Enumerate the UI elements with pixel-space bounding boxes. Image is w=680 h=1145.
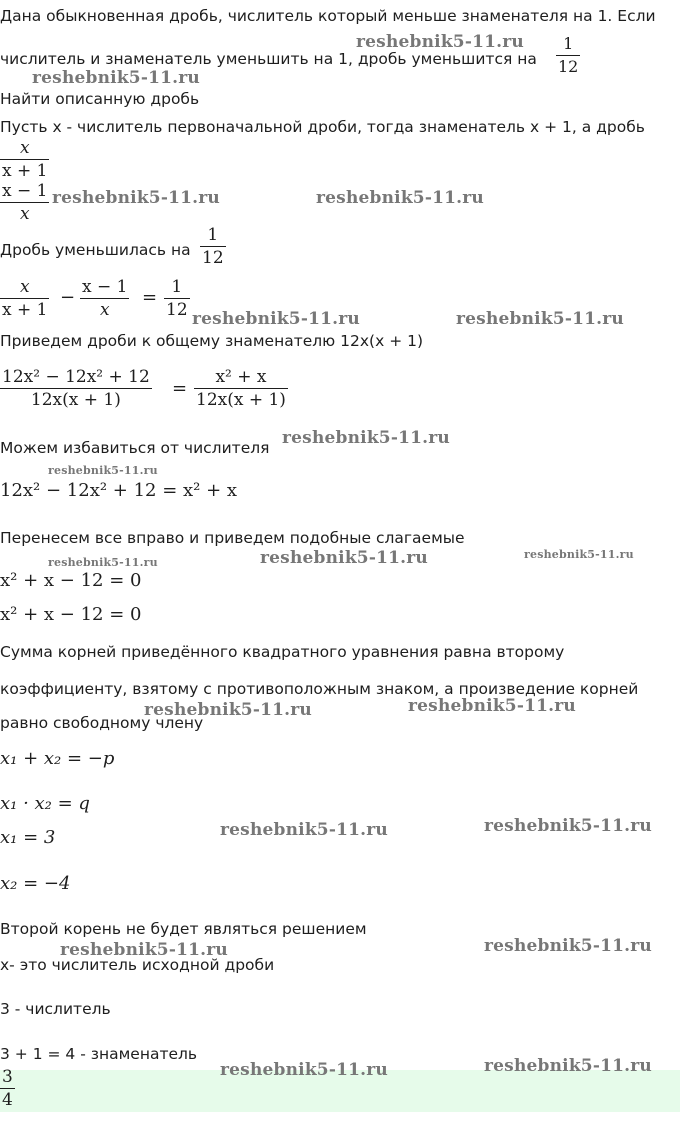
sum-of-roots: x₁ + x₂ = −p — [0, 748, 115, 769]
eq1-equals: = — [142, 287, 158, 308]
decreased-fraction-numerator: 1 — [207, 225, 219, 245]
fraction-reduced-denominator: x — [0, 202, 49, 225]
root-1: x₁ = 3 — [0, 827, 56, 848]
watermark: reshebnik5-11.ru — [484, 816, 652, 836]
watermark: reshebnik5-11.ru — [32, 68, 200, 88]
decreased-fraction — [200, 224, 226, 269]
product-of-roots: x₁ · x₂ = q — [0, 793, 90, 814]
fraction-reduced — [0, 180, 49, 225]
not-solution-text: Второй корень не будет являться решением — [0, 920, 367, 938]
eq1-minus: − — [60, 287, 76, 308]
watermark: reshebnik5-11.ru — [144, 700, 312, 720]
answer-denominator: 4 — [2, 1090, 13, 1110]
eq1-fraction-b — [80, 276, 129, 321]
watermark: reshebnik5-11.ru — [192, 309, 360, 329]
watermark: reshebnik5-11.ru — [48, 556, 158, 569]
denominator-text: 3 + 1 = 4 - знаменатель — [0, 1045, 198, 1063]
eq1-fraction-c-denominator: 12 — [166, 300, 188, 320]
eq1-fraction-b-numerator: x − 1 — [82, 277, 128, 297]
answer-fraction — [0, 1066, 15, 1111]
watermark: reshebnik5-11.ru — [60, 940, 228, 960]
eq2-equals: = — [172, 378, 188, 399]
equation-4: x² + x − 12 = 0 — [0, 570, 142, 591]
eq2-right-fraction — [194, 366, 288, 411]
watermark: reshebnik5-11.ru — [48, 464, 158, 477]
equation-5: x² + x − 12 = 0 — [0, 604, 142, 625]
problem-fraction-numerator: 1 — [563, 34, 574, 53]
fraction-original-numerator: x — [19, 138, 30, 158]
watermark: reshebnik5-11.ru — [260, 548, 428, 568]
watermark: reshebnik5-11.ru — [524, 548, 634, 561]
fraction-original — [0, 137, 49, 182]
eq1-fraction-a-numerator: x — [19, 277, 30, 297]
watermark: reshebnik5-11.ru — [456, 309, 624, 329]
problem-fraction-denominator: 12 — [558, 57, 579, 76]
x-is-numerator-text: x- это числитель исходной дроби — [0, 956, 275, 974]
eq2-right-numerator: x² + x — [215, 367, 267, 387]
eq1-fraction-c-numerator: 1 — [171, 277, 183, 297]
eq1-fraction-a — [0, 276, 49, 321]
decreased-fraction-denominator: 12 — [202, 248, 224, 268]
eq1-fraction-c — [164, 276, 190, 321]
vieta-line-2: коэффициенту, взятому с противоположным знаком, а произведение корней — [0, 680, 639, 698]
watermark: reshebnik5-11.ru — [408, 696, 576, 716]
fraction-reduced-numerator: x − 1 — [2, 181, 48, 201]
decreased-text: Дробь уменьшилась на — [0, 241, 191, 259]
equation-3: 12x² − 12x² + 12 = x² + x — [0, 480, 238, 501]
eq2-left-denominator: 12x(x + 1) — [0, 388, 152, 411]
watermark: reshebnik5-11.ru — [52, 188, 220, 208]
root-2: x₂ = −4 — [0, 873, 71, 894]
watermark: reshebnik5-11.ru — [484, 936, 652, 956]
problem-line-2: числитель и знаменатель уменьшить на 1, дробь уменьшится на — [0, 50, 537, 68]
common-denominator-text: Приведем дроби к общему знаменателю 12x(x + 1) — [0, 332, 424, 350]
watermark: reshebnik5-11.ru — [484, 1056, 652, 1076]
watermark: reshebnik5-11.ru — [282, 428, 450, 448]
numerator-text: 3 - числитель — [0, 1000, 111, 1018]
fraction-original-denominator: x + 1 — [2, 161, 48, 181]
answer-numerator: 3 — [2, 1067, 13, 1087]
problem-fraction — [556, 33, 580, 78]
problem-task: Найти описанную дробь — [0, 90, 200, 108]
let-line: Пусть x - числитель первоначальной дроби, тогда знаменатель x + 1, а дробь — [0, 118, 645, 136]
watermark: reshebnik5-11.ru — [220, 1060, 388, 1080]
vieta-line-3: равно свободному члену — [0, 714, 204, 732]
watermark: reshebnik5-11.ru — [220, 820, 388, 840]
drop-denominator-text: Можем избавиться от числителя — [0, 439, 270, 457]
move-all-text: Перенесем все вправо и приведем подобные слагаемые — [0, 529, 465, 547]
eq1-fraction-a-denominator: x + 1 — [2, 300, 48, 320]
eq2-left-fraction — [0, 366, 152, 411]
vieta-line-1: Сумма корней приведённого квадратного уравнения равна второму — [0, 643, 565, 661]
problem-line-1: Дана обыкновенная дробь, числитель который меньше знаменателя на 1. Если — [0, 7, 656, 25]
eq1-fraction-b-denominator: x — [80, 298, 129, 321]
watermark: reshebnik5-11.ru — [356, 32, 524, 52]
eq2-left-numerator: 12x² − 12x² + 12 — [2, 367, 150, 387]
eq2-right-denominator: 12x(x + 1) — [196, 390, 286, 410]
watermark: reshebnik5-11.ru — [316, 188, 484, 208]
